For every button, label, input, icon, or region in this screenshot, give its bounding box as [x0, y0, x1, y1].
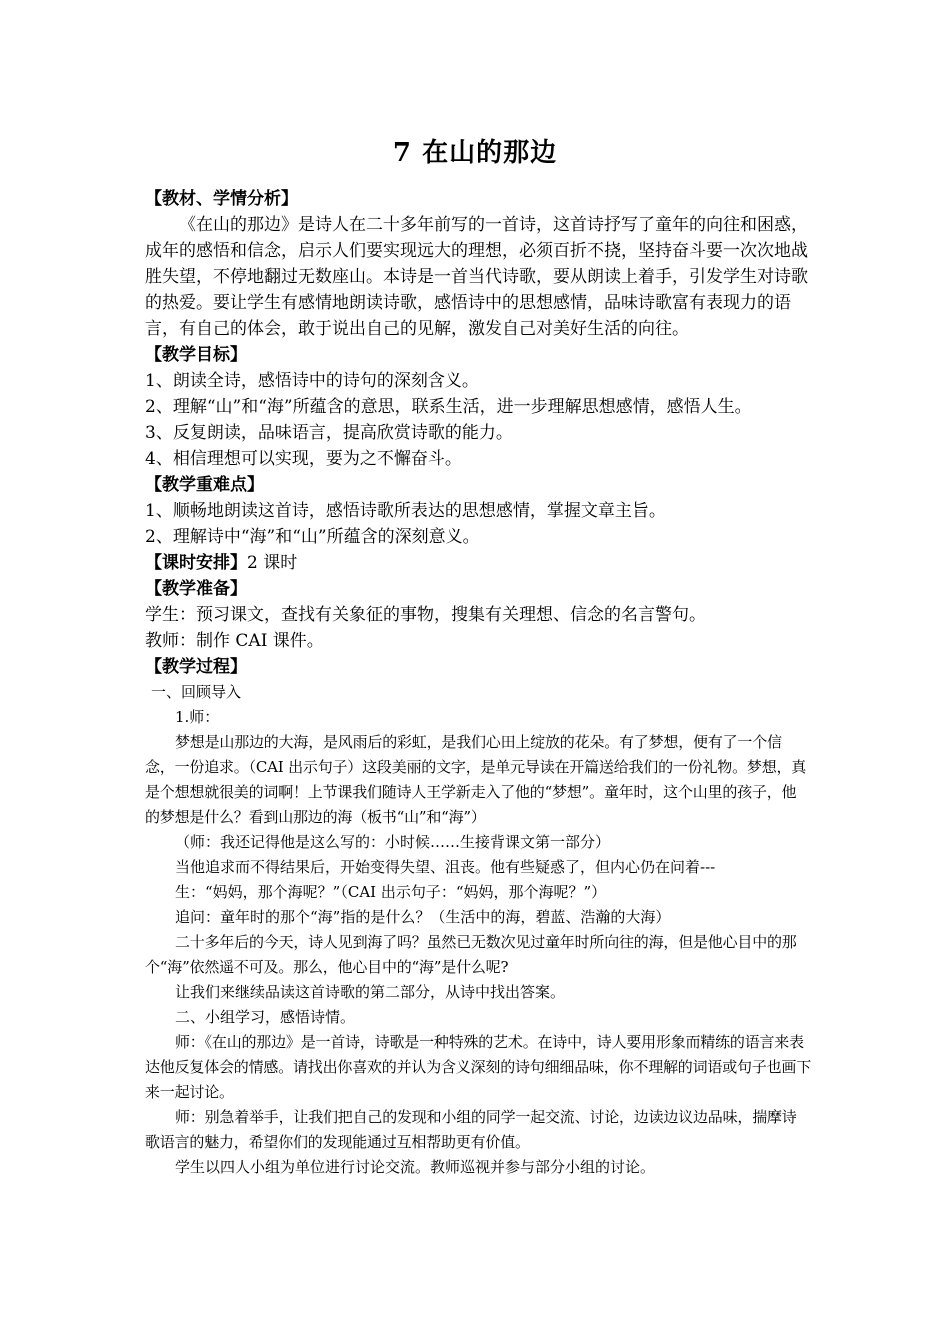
key-point-item: 2、理解诗中“海”和“山”所蕴含的深刻意义。 — [145, 527, 480, 547]
process-step: 一、回顾导入 — [151, 683, 242, 701]
goal-item: 4、相信理想可以实现，要为之不懈奋斗。 — [145, 449, 462, 469]
document-body — [145, 186, 811, 1180]
process-paragraph: 让我们来继续品读这首诗歌的第二部分，从诗中找出答案。 — [175, 983, 566, 1001]
process-paragraph: 梦想是山那边的大海，是风雨后的彩虹，是我们心田上绽放的花朵。有了梦想，便有了一个信念，一份追求。（CAI 出示句子）这段美丽的文字，是单元导读在开篇送给我们的一份礼物。梦想，真是个想想就很美的词啊！上节课我们随诗人王学新走入了他的“梦想”。童年时，这个山里的孩子，他的梦想是什么？看到山那边的海（板书“山”和“海”） — [145, 733, 807, 826]
key-point-item: 1、顺畅地朗读这首诗，感悟诗歌所表达的思想感情，掌握文章主旨。 — [145, 501, 666, 521]
key-points-heading: 【教学重难点】 — [145, 475, 264, 495]
process-heading: 【教学过程】 — [145, 657, 247, 677]
process-paragraph: 当他追求而不得结果后，开始变得失望、沮丧。他有些疑惑了，但内心仍在问着--- — [175, 858, 716, 876]
page-title: 7 在山的那边 — [392, 138, 558, 168]
process-paragraph: 学生以四人小组为单位进行讨论交流。教师巡视并参与部分小组的讨论。 — [175, 1158, 656, 1176]
process-paragraph: 师：别急着举手，让我们把自己的发现和小组的同学一起交流、讨论，边读边议边品味，揣摩诗歌语言的魅力，希望你们的发现能通过互相帮助更有价值。 — [145, 1108, 797, 1151]
process-paragraph: （师：我还记得他是这么写的：小时候……生接背课文第一部分） — [175, 833, 611, 851]
analysis-heading: 【教材、学情分析】 — [145, 189, 298, 209]
schedule-heading: 【课时安排】 — [145, 553, 247, 573]
process-paragraph: 二十多年后的今天，诗人见到海了吗？虽然已无数次见过童年时所向往的海，但是他心目中的那个“海”依然遥不可及。那么，他心目中的“海”是什么呢? — [145, 933, 797, 976]
analysis-text: 《在山的那边》是诗人在二十多年前写的一首诗，这首诗抒写了童年的向往和困惑，成年的感悟和信念，启示人们要实现远大的理想，必须百折不挠，坚持奋斗要一次次地战胜失望，不停地翻过无数座山。本诗是一首当代诗歌，要从朗读上着手，引发学生对诗歌的热爱。要让学生有感情地朗读诗歌，感悟诗中的思想感情，品味诗歌富有表现力的语言，有自己的体会，敢于说出自己的见解，激发自己对美好生活的向往。 — [145, 215, 808, 339]
process-paragraph: 1.师： — [175, 708, 220, 726]
prep-heading: 【教学准备】 — [145, 579, 247, 599]
process-paragraph: 生：“妈妈，那个海呢？”（CAI 出示句子：“妈妈，那个海呢？”） — [175, 883, 607, 901]
schedule-line — [145, 550, 811, 576]
prep-item: 学生：预习课文，查找有关象征的事物，搜集有关理想、信念的名言警句。 — [145, 605, 706, 625]
process-step: 二、小组学习，感悟诗情。 — [175, 1008, 356, 1026]
prep-item: 教师：制作 CAI 课件。 — [145, 631, 324, 651]
goal-item: 3、反复朗读，品味语言，提高欣赏诗歌的能力。 — [145, 423, 513, 443]
goal-item: 1、朗读全诗，感悟诗中的诗句的深刻含义。 — [145, 371, 479, 391]
process-paragraph: 师：《在山的那边》是一首诗，诗歌是一种特殊的艺术。在诗中，诗人要用形象而精练的语言来表达他反复体会的情感。请找出你喜欢的并认为含义深刻的诗句细细品味，你不理解的词语或句子也画下来一起讨论。 — [145, 1033, 812, 1101]
goals-heading: 【教学目标】 — [145, 345, 247, 365]
goal-item: 2、理解“山”和“海”所蕴含的意思，联系生活，进一步理解思想感情，感悟人生。 — [145, 397, 752, 417]
process-paragraph: 追问：童年时的那个“海”指的是什么？（生活中的海，碧蓝、浩瀚的大海） — [175, 908, 671, 926]
schedule-value: 2 课时 — [247, 553, 298, 573]
